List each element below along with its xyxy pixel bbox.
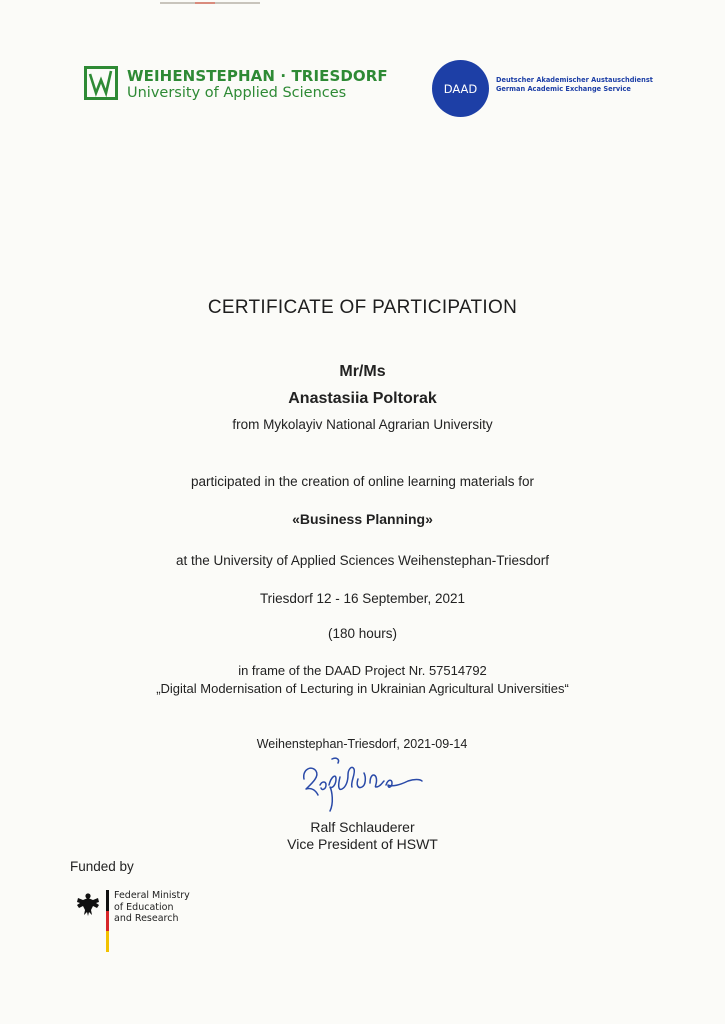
- ministry-name: [114, 890, 190, 925]
- federal-eagle-icon: [76, 892, 100, 918]
- bmbf-logo: [76, 890, 216, 956]
- participation-statement: participated in the creation of online learning materials for: [191, 474, 534, 489]
- event-dates: Triesdorf 12 - 16 September, 2021: [259, 591, 466, 606]
- signer-name: Ralf Schlauderer: [310, 819, 415, 835]
- daad-badge-text: DAAD: [443, 81, 478, 96]
- daad-line-english: German Academic Exchange Service: [496, 85, 631, 93]
- hswt-name: WEIHENSTEPHAN · TRIESDORF: [127, 67, 388, 85]
- signer-role: Vice President of HSWT: [287, 836, 438, 852]
- participant-name: Anastasiia Poltorak: [288, 390, 437, 407]
- hswt-subtitle: University of Applied Sciences: [127, 85, 347, 101]
- ministry-line-3: and Research: [114, 913, 179, 924]
- ministry-line-1: Federal Ministry: [114, 890, 190, 901]
- funded-by-label: Funded by: [70, 859, 134, 874]
- salutation: Mr/Ms: [339, 363, 386, 380]
- project-number: in frame of the DAAD Project Nr. 57514792: [238, 663, 487, 678]
- project-title: „Digital Modernisation of Lecturing in Ukrainian Agricultural Universities“: [156, 681, 569, 696]
- certificate-title: CERTIFICATE OF PARTICIPATION: [207, 297, 518, 318]
- daad-text: [496, 76, 653, 94]
- scan-edge-mark-red: [195, 2, 215, 4]
- daad-line-german: Deutscher Akademischer Austauschdienst: [496, 76, 653, 84]
- signature-image: [296, 755, 426, 817]
- place-and-date: Weihenstephan-Triesdorf, 2021-09-14: [256, 737, 468, 751]
- ministry-line-2: of Education: [114, 901, 174, 913]
- daad-logo: [432, 60, 489, 117]
- participant-institution: from Mykolayiv National Agrarian University: [232, 417, 493, 432]
- venue: at the University of Applied Sciences Weihenstephan-Triesdorf: [176, 553, 549, 568]
- course-title: «Business Planning»: [292, 511, 433, 527]
- hours: (180 hours): [327, 626, 398, 641]
- hswt-logo-icon: [84, 66, 118, 100]
- hswt-logo: [84, 66, 388, 106]
- german-flag-bar: [106, 890, 109, 952]
